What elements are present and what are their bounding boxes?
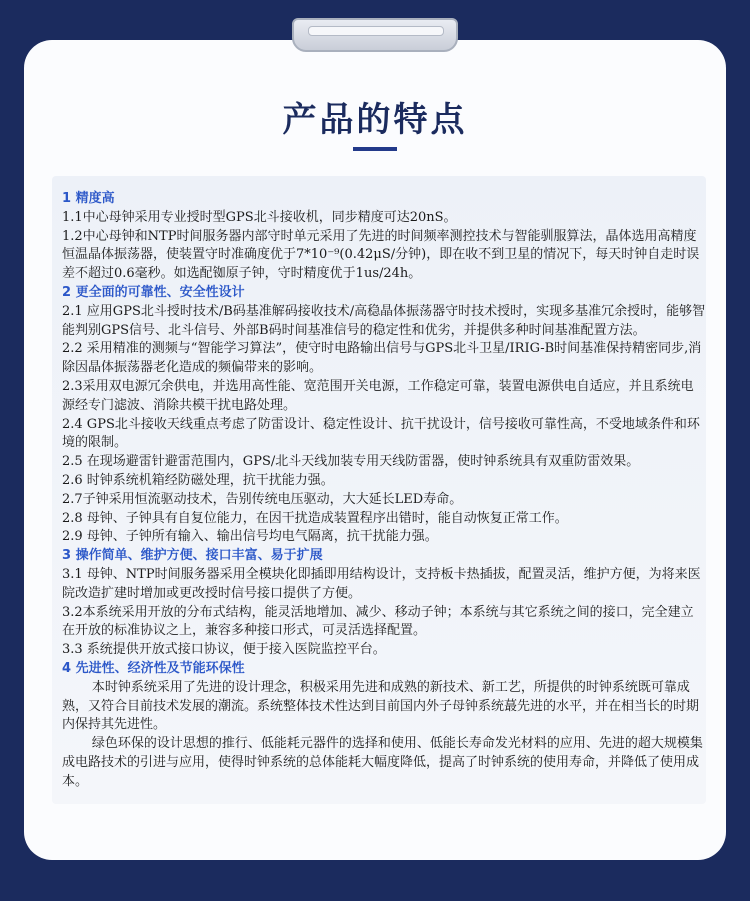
feature-item: 2.4 GPS北斗接收天线重点考虑了防雷设计、稳定性设计、抗干扰设计，信号接收可靠性高，不受地域条件和环境的限制。 — [62, 416, 700, 451]
feature-item: 3.1 母钟、NTP时间服务器采用全模块化即插即用结构设计，支持板卡热插拔，配置灵活，维护方便，为将来医院改造扩建时增加或更改授时信号接口提供了方便。 — [62, 566, 701, 601]
section-heading: 4 先进性、经济性及节能环保性 — [62, 660, 245, 676]
feature-item: 1.1中心母钟采用专业授时型GPS北斗接收机，同步精度可达20nS。 — [62, 209, 457, 225]
clipboard-clip — [292, 18, 458, 52]
section-heading: 1 精度高 — [62, 191, 115, 206]
feature-item: 2.7子钟采用恒流驱动技术，告别传统电压驱动，大大延长LED寿命。 — [62, 491, 463, 507]
feature-item: 2.5 在现场避雷针避雷范围内，GPS/北斗天线加装专用天线防雷器，使时钟系统具有双重防雷效果。 — [62, 454, 640, 470]
feature-item: 2.1 应用GPS北斗授时技术/B码基准解码接收技术/高稳晶体振荡器守时技术授时，实现多基准冗余授时，能够智能判别GPS信号、北斗信号、外部B码时间基准信号的稳定性和优劣，并提供多种时间基准配置方法。 — [62, 303, 706, 338]
title-underline — [353, 147, 397, 151]
page-title: 产品的特点 — [282, 100, 468, 140]
section-heading: 3 操作简单、维护方便、接口丰富、易于扩展 — [62, 548, 323, 564]
feature-item: 2.2 采用精准的测频与“智能学习算法”，使守时电路输出信号与GPS北斗卫星/IRIG-B时间基准保持精密同步,消除因晶体振荡器老化造成的频偏带来的影响。 — [62, 341, 702, 376]
feature-item: 2.9 母钟、子钟所有输入、输出信号均电气隔离，抗干扰能力强。 — [62, 529, 438, 545]
feature-item: 2.6 时钟系统机箱经防磁处理，抗干扰能力强。 — [62, 472, 334, 488]
feature-paragraph: 绿色环保的设计思想的推行、低能耗元器件的选择和使用、低能长寿命发光材料的应用、先进的超大规模集成电路技术的引进与应用，使得时钟系统的总体能耗大幅度降低，提高了时钟系统的使用寿命，并降低了使用成本。 — [62, 736, 703, 789]
features-panel — [52, 176, 706, 804]
feature-item: 1.2中心母钟和NTP时间服务器内部守时单元采用了先进的时间频率测控技术与智能驯服算法，晶体选用高精度恒温晶体振荡器，使装置守时准确度优于7*10⁻⁹(0.42μS/分钟)，即在收不到卫星的情况下，每天时钟自走时误差不超过0.6毫秒。如选配铷原子钟，守时精度优于1us/24h。 — [62, 228, 700, 282]
feature-item: 2.8 母钟、子钟具有自复位能力，在因干扰造成装置程序出错时，能自动恢复正常工作。 — [62, 510, 568, 526]
feature-item: 3.3 系统提供开放式接口协议，便于接入医院监控平台。 — [62, 642, 386, 658]
feature-paragraph: 本时钟系统采用了先进的设计理念，积极采用先进和成熟的新技术、新工艺，所提供的时钟系统既可靠成熟，又符合目前技术发展的潮流。系统整体技术性达到目前国内外子母钟系统蕞先进的水平，并在相当长的时期内保持其先进性。 — [62, 679, 700, 733]
section-heading: 2 更全面的可靠性、安全性设计 — [62, 284, 245, 300]
feature-item: 3.2本系统采用开放的分布式结构，能灵活地增加、减少、移动子钟；本系统与其它系统之间的接口，完全建立在开放的标准协议之上，兼容多种接口形式，可灵活选择配置。 — [62, 604, 694, 639]
feature-item: 2.3采用双电源冗余供电，并选用高性能、宽范围开关电源，工作稳定可靠，装置电源供电自适应，并且系统电源经专门滤波、消除共模干扰电路处理。 — [62, 378, 694, 413]
